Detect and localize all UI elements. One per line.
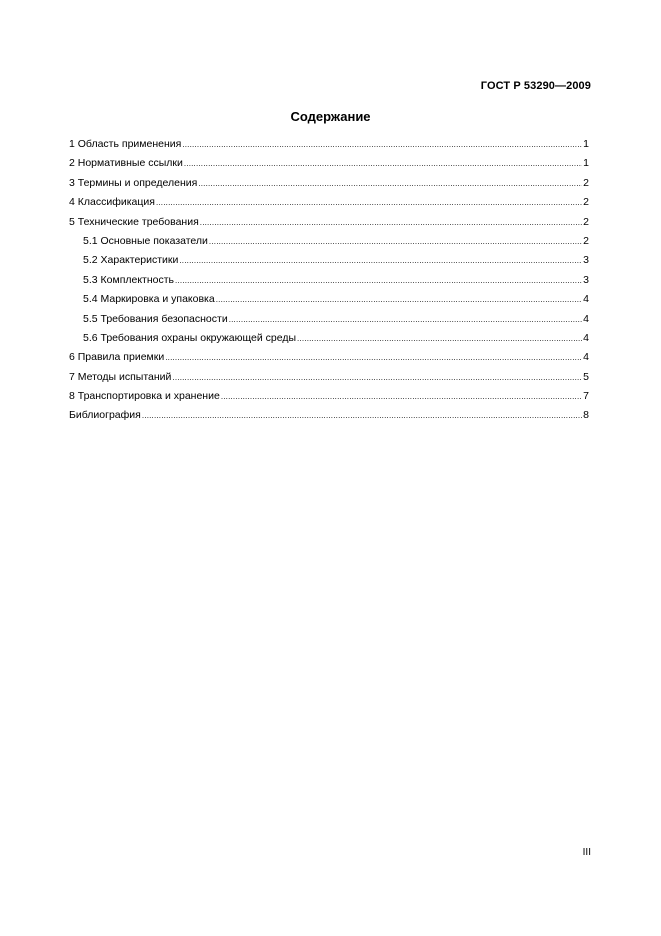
toc-leader-dots <box>209 235 582 248</box>
toc-title: Содержание <box>290 109 371 124</box>
toc-item-8[interactable] <box>69 390 589 409</box>
toc-item-page: 4 <box>583 312 589 325</box>
toc-item-page: 4 <box>583 293 589 306</box>
toc-item-page: 7 <box>583 390 589 403</box>
toc-leader-dots <box>142 409 582 422</box>
toc-item-page: 1 <box>583 157 589 170</box>
toc-item-label: Библиография <box>69 409 141 422</box>
toc-leader-dots <box>156 196 582 209</box>
toc-item-bibliography[interactable] <box>69 409 589 428</box>
toc-leader-dots <box>184 157 582 170</box>
toc-leader-dots <box>165 351 582 364</box>
toc-leader-dots <box>229 313 582 326</box>
toc-item-5-2[interactable] <box>69 254 589 273</box>
table-of-contents <box>69 138 589 429</box>
toc-leader-dots <box>200 216 582 229</box>
toc-item-label: 6 Правила приемки <box>69 351 165 364</box>
toc-item-page: 5 <box>583 370 589 383</box>
toc-item-page: 3 <box>583 254 589 267</box>
toc-item-label: 4 Классификация <box>69 196 155 209</box>
toc-leader-dots <box>198 177 582 190</box>
toc-item-page: 8 <box>583 409 589 422</box>
toc-item-page: 2 <box>583 215 589 228</box>
toc-leader-dots <box>216 293 582 306</box>
toc-item-2[interactable] <box>69 157 589 176</box>
toc-item-page: 2 <box>583 234 589 247</box>
toc-item-5[interactable] <box>69 216 589 235</box>
toc-item-page: 3 <box>583 273 589 286</box>
toc-item-7[interactable] <box>69 371 589 390</box>
toc-leader-dots <box>297 332 582 345</box>
toc-item-label: 5.2 Характеристики <box>83 254 179 267</box>
toc-leader-dots <box>182 138 582 151</box>
toc-item-label: 2 Нормативные ссылки <box>69 157 183 170</box>
toc-item-label: 1 Область применения <box>69 138 182 150</box>
toc-item-5-4[interactable] <box>69 293 589 312</box>
toc-leader-dots <box>172 371 582 384</box>
toc-item-page: 4 <box>583 331 589 344</box>
toc-item-label: 5.6 Требования охраны окружающей среды <box>83 331 297 344</box>
toc-leader-dots <box>179 254 582 267</box>
toc-item-4[interactable] <box>69 196 589 215</box>
toc-item-5-5[interactable] <box>69 313 589 332</box>
toc-item-5-6[interactable] <box>69 332 589 351</box>
toc-leader-dots <box>221 390 582 403</box>
toc-item-page: 1 <box>583 138 589 150</box>
toc-item-label: 5.5 Требования безопасности <box>83 312 228 325</box>
toc-item-page: 4 <box>583 351 589 364</box>
toc-item-5-1[interactable] <box>69 235 589 254</box>
toc-item-5-3[interactable] <box>69 274 589 293</box>
toc-leader-dots <box>175 274 582 287</box>
standard-number: ГОСТ Р 53290—2009 <box>480 80 591 92</box>
toc-item-label: 5.3 Комплектность <box>83 273 175 286</box>
page-number: III <box>582 847 591 858</box>
toc-item-label: 8 Транспортировка и хранение <box>69 390 220 403</box>
toc-item-1[interactable] <box>69 138 589 157</box>
toc-item-label: 5.4 Маркировка и упаковка <box>83 293 215 306</box>
toc-item-label: 5.1 Основные показатели <box>83 234 208 247</box>
toc-item-label: 3 Термины и определения <box>69 176 198 189</box>
toc-item-page: 2 <box>583 176 589 189</box>
toc-item-6[interactable] <box>69 351 589 370</box>
toc-item-3[interactable] <box>69 177 589 196</box>
toc-item-label: 7 Методы испытаний <box>69 370 172 383</box>
toc-item-page: 2 <box>583 196 589 209</box>
toc-item-label: 5 Технические требования <box>69 215 199 228</box>
